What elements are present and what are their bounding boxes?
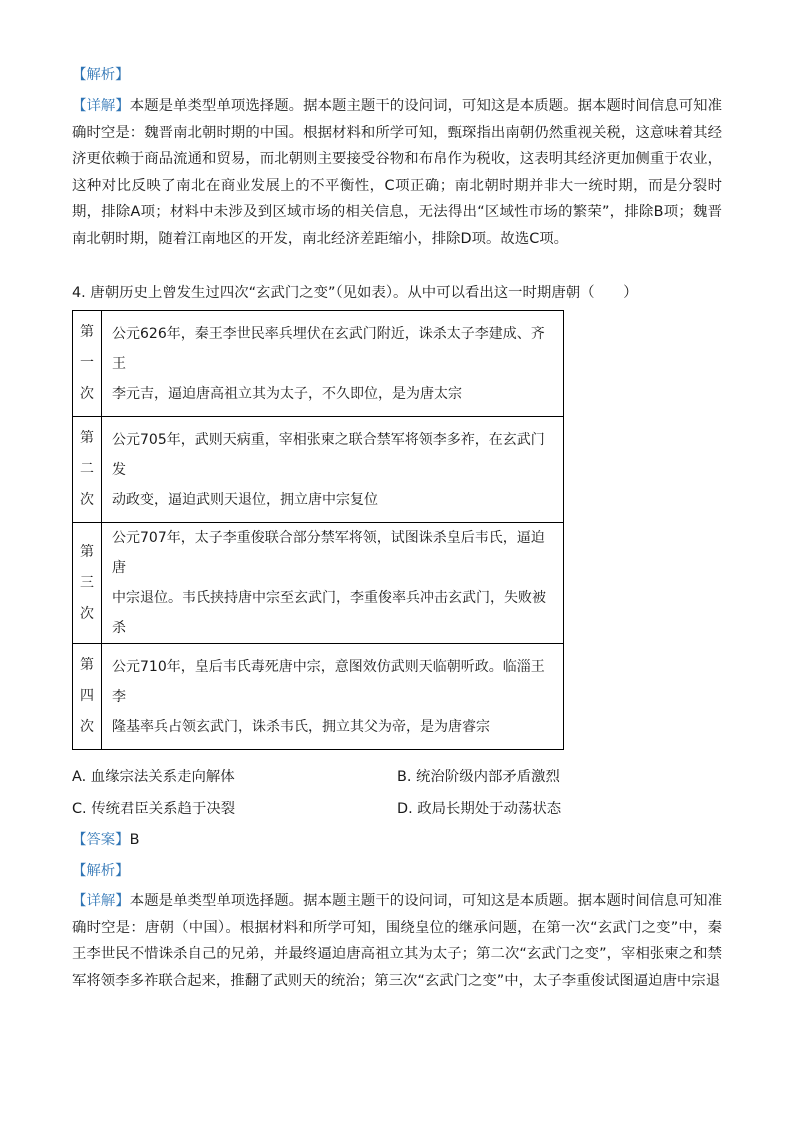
- table-row: [73, 417, 564, 523]
- analysis-label-2: 【解析】: [72, 863, 130, 879]
- row-text-cell: 公元707年，太子李重俊联合部分禁军将领，试图诛杀皇后韦氏，逼迫唐 中宗退位。韦氏挟持唐中宗至玄武门，李重俊率兵冲击玄武门，失败被杀: [102, 523, 564, 644]
- row-text-cell: 公元705年，武则天病重，宰相张柬之联合禁军将领李多祚，在玄武门发 动政变，逼迫武则天退位，拥立唐中宗复位: [102, 417, 564, 523]
- table-row: [73, 311, 564, 417]
- option-b: B. 统治阶级内部矛盾激烈: [397, 769, 560, 785]
- events-table: [72, 310, 564, 750]
- row-index-cell: 第 二 次: [73, 417, 102, 523]
- row-index-cell: 第 一 次: [73, 311, 102, 417]
- analysis-paragraph-1: [72, 93, 722, 252]
- question-stem: 4. 唐朝历史上曾发生过四次“玄武门之变”（见如表）。从中可以看出这一时期唐朝（ ）: [72, 285, 638, 301]
- option-d: D. 政局长期处于动荡状态: [397, 801, 562, 817]
- table-row: [73, 523, 564, 644]
- table-row: [73, 644, 564, 750]
- option-a: A. 血缘宗法关系走向解体: [72, 769, 235, 785]
- option-c: C. 传统君臣关系趋于决裂: [72, 801, 236, 817]
- answer-label: 【答案】: [72, 832, 130, 848]
- analysis-paragraph-2: [72, 888, 722, 994]
- row-index-cell: 第 三 次: [73, 523, 102, 644]
- answer-line: [72, 830, 139, 850]
- detail-text-2: 本题是单类型单项选择题。据本题主题干的设问词，可知这是本质题。据本题时间信息可知准确时空是：唐朝（中国）。根据材料和所学可知，围绕皇位的继承问题，在第一次“玄武门之变”中，秦王李世民不惜诛杀自己的兄弟，并最终逼迫唐高祖立其为太子；第二次“玄武门之变”，宰相张柬之和禁军将领李多祚联合起来，推翻了武则天的统治；第三次“玄武门之变”中，太子李重俊试图逼迫唐中宗退: [72, 893, 722, 989]
- detail-tag-2: 【详解】: [72, 893, 130, 909]
- row-text-cell: 公元626年，秦王李世民率兵埋伏在玄武门附近，诛杀太子李建成、齐王 李元吉，逼迫唐高祖立其为太子，不久即位，是为唐太宗: [102, 311, 564, 417]
- detail-tag: 【详解】: [72, 98, 130, 114]
- row-text-cell: 公元710年，皇后韦氏毒死唐中宗，意图效仿武则天临朝听政。临淄王李 隆基率兵占领玄武门，诛杀韦氏，拥立其父为帝，是为唐睿宗: [102, 644, 564, 750]
- analysis-label: 【解析】: [72, 67, 130, 83]
- row-index-cell: 第 四 次: [73, 644, 102, 750]
- detail-text: 本题是单类型单项选择题。据本题主题干的设问词，可知这是本质题。据本题时间信息可知准确时空是：魏晋南北朝时期的中国。根据材料和所学可知，甄琛指出南朝仍然重视关税，这意味着其经济更依赖于商品流通和贸易，而北朝则主要接受谷物和布帛作为税收，这表明其经济更加侧重于农业，这种对比反映了南北在商业发展上的不平衡性，C项正确；南北朝时期并非大一统时期，而是分裂时期，排除A项；材料中未涉及到区域市场的相关信息，无法得出“区域性市场的繁荣”，排除B项；魏晋南北朝时期，随着江南地区的开发，南北经济差距缩小，排除D项。故选C项。: [72, 98, 722, 247]
- answer-value: B: [129, 832, 140, 848]
